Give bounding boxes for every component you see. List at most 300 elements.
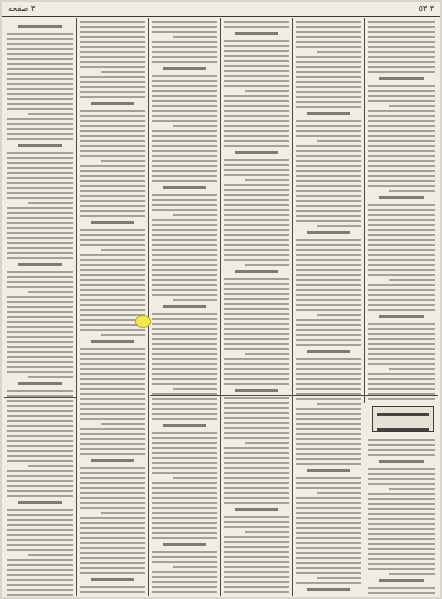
text-line: [152, 279, 217, 281]
text-line: [7, 123, 73, 125]
text-line: [80, 527, 145, 529]
text-line: [296, 537, 361, 539]
text-line: [368, 548, 435, 550]
text-line: [296, 274, 361, 276]
text-line: [152, 51, 217, 53]
text-line: [296, 239, 361, 241]
text-line: [296, 309, 361, 311]
text-line: [296, 284, 361, 286]
text-line: [368, 309, 435, 311]
text-line: [152, 373, 217, 375]
text-line: [7, 395, 73, 397]
text-line: [163, 186, 206, 189]
text-line: [7, 549, 73, 551]
text-line: [28, 554, 73, 556]
text-line: [296, 190, 361, 192]
text-line: [80, 234, 145, 236]
text-line: [296, 408, 361, 410]
text-line: [235, 32, 278, 35]
text-line: [7, 78, 73, 80]
text-line: [7, 485, 73, 487]
text-line: [80, 294, 145, 296]
text-line: [368, 383, 435, 385]
text-line: [80, 393, 145, 395]
text-line: [296, 160, 361, 162]
text-line: [224, 467, 289, 469]
text-line: [7, 53, 73, 55]
text-line: [80, 284, 145, 286]
text-line: [317, 140, 361, 142]
text-line: [224, 383, 289, 385]
text-line: [152, 343, 217, 345]
text-line: [296, 195, 361, 197]
text-line: [80, 215, 145, 217]
text-line: [173, 477, 217, 479]
text-line: [296, 220, 361, 222]
newspaper-page: [2, 2, 440, 597]
text-line: [80, 547, 145, 549]
text-line: [368, 338, 435, 340]
text-line: [28, 376, 73, 378]
text-line: [80, 572, 145, 574]
text-line: [224, 422, 289, 424]
text-line: [224, 333, 289, 335]
text-line: [245, 179, 289, 181]
text-line: [80, 31, 145, 33]
text-line: [7, 539, 73, 541]
text-line: [224, 145, 289, 147]
text-line: [7, 247, 73, 249]
text-line: [101, 160, 145, 162]
text-line: [152, 145, 217, 147]
text-line: [80, 205, 145, 207]
text-line: [296, 299, 361, 301]
text-line: [28, 291, 73, 293]
text-line: [224, 363, 289, 365]
page-number-right: ٣ ٥٣: [418, 4, 434, 13]
text-line: [7, 33, 73, 35]
text-line: [7, 68, 73, 70]
text-line: [7, 138, 73, 140]
text-line: [224, 204, 289, 206]
text-line: [368, 483, 435, 485]
text-line: [152, 180, 217, 182]
text-line: [224, 298, 289, 300]
text-line: [152, 398, 217, 400]
text-line: [101, 334, 145, 336]
text-line: [152, 209, 217, 211]
text-line: [224, 338, 289, 340]
text-line: [224, 328, 289, 330]
text-line: [80, 185, 145, 187]
text-line: [389, 368, 435, 370]
text-line: [152, 497, 217, 499]
text-line: [18, 263, 62, 266]
text-line: [7, 584, 73, 586]
text-line: [296, 527, 361, 529]
text-line: [18, 382, 62, 385]
text-line: [224, 447, 289, 449]
text-line: [7, 162, 73, 164]
text-line: [80, 36, 145, 38]
text-line: [368, 358, 435, 360]
text-line: [317, 577, 361, 579]
text-line: [7, 301, 73, 303]
text-line: [152, 318, 217, 320]
text-line: [80, 61, 145, 63]
text-line: [7, 514, 73, 516]
text-line: [296, 215, 361, 217]
text-line: [152, 467, 217, 469]
text-line: [152, 56, 217, 58]
text-line: [317, 403, 361, 405]
text-line: [7, 361, 73, 363]
text-line: [296, 557, 361, 559]
text-line: [152, 85, 217, 87]
text-line: [296, 358, 361, 360]
text-line: [152, 442, 217, 444]
text-line: [296, 210, 361, 212]
text-line: [152, 75, 217, 77]
text-line: [152, 274, 217, 276]
text-line: [368, 56, 435, 58]
column-lines: [149, 21, 220, 596]
text-line: [152, 239, 217, 241]
text-line: [368, 209, 435, 211]
text-line: [80, 388, 145, 390]
text-line: [152, 472, 217, 474]
text-line: [80, 150, 145, 152]
text-line: [368, 120, 435, 122]
text-line: [368, 100, 435, 102]
text-line: [152, 457, 217, 459]
text-line: [152, 105, 217, 107]
text-line: [224, 581, 289, 583]
text-line: [152, 551, 217, 553]
text-line: [224, 561, 289, 563]
text-line: [7, 356, 73, 358]
text-line: [368, 259, 435, 261]
text-line: [368, 333, 435, 335]
text-line: [80, 443, 145, 445]
text-line: [152, 204, 217, 206]
text-line: [368, 328, 435, 330]
text-line: [7, 172, 73, 174]
text-line: [296, 319, 361, 321]
text-line: [80, 492, 145, 494]
text-column-6: [365, 18, 438, 403]
text-line: [80, 453, 145, 455]
text-line: [296, 562, 361, 564]
text-line: [389, 105, 435, 107]
text-line: [296, 294, 361, 296]
column-lines: [77, 21, 148, 596]
text-line: [224, 120, 289, 122]
column-lines: [365, 439, 438, 594]
text-line: [7, 197, 73, 199]
text-line: [296, 165, 361, 167]
text-line: [368, 563, 435, 565]
text-line: [152, 328, 217, 330]
text-line: [152, 532, 217, 534]
text-line: [80, 165, 145, 167]
yellow-highlight-mark: [135, 315, 151, 328]
text-line: [7, 341, 73, 343]
text-line: [296, 542, 361, 544]
text-line: [368, 568, 435, 570]
text-line: [7, 58, 73, 60]
text-line: [7, 321, 73, 323]
text-line: [368, 214, 435, 216]
text-line: [80, 170, 145, 172]
text-column-4: [221, 18, 292, 596]
text-line: [7, 108, 73, 110]
page-header: [2, 2, 440, 17]
text-line: [224, 234, 289, 236]
text-line: [152, 21, 217, 23]
text-line: [173, 125, 217, 127]
text-line: [7, 410, 73, 412]
text-line: [368, 90, 435, 92]
text-line: [368, 160, 435, 162]
text-line: [80, 467, 145, 469]
text-line: [152, 338, 217, 340]
text-line: [7, 48, 73, 50]
text-line: [152, 115, 217, 117]
text-line: [368, 348, 435, 350]
text-line: [7, 38, 73, 40]
text-line: [7, 73, 73, 75]
text-line: [296, 96, 361, 98]
text-line: [296, 453, 361, 455]
text-line: [224, 214, 289, 216]
text-line: [245, 90, 289, 92]
text-line: [368, 66, 435, 68]
text-line: [368, 95, 435, 97]
text-line: [224, 546, 289, 548]
text-line: [296, 324, 361, 326]
text-line: [296, 76, 361, 78]
column-lines: [365, 21, 438, 403]
text-line: [7, 227, 73, 229]
text-line: [296, 582, 361, 584]
text-line: [224, 417, 289, 419]
text-line: [296, 477, 361, 479]
text-line: [368, 299, 435, 301]
text-line: [224, 348, 289, 350]
text-line: [224, 95, 289, 97]
text-line: [152, 571, 217, 573]
text-line: [224, 293, 289, 295]
text-line: [368, 140, 435, 142]
text-line: [7, 98, 73, 100]
text-line: [7, 351, 73, 353]
text-line: [368, 51, 435, 53]
text-line: [296, 458, 361, 460]
text-line: [152, 140, 217, 142]
text-line: [224, 432, 289, 434]
text-line: [152, 507, 217, 509]
text-line: [152, 175, 217, 177]
text-line: [152, 561, 217, 563]
text-line: [224, 244, 289, 246]
text-line: [296, 433, 361, 435]
text-line: [224, 199, 289, 201]
text-line: [152, 284, 217, 286]
text-line: [152, 368, 217, 370]
text-line: [368, 115, 435, 117]
text-line: [80, 403, 145, 405]
text-line: [307, 231, 350, 234]
text-line: [7, 331, 73, 333]
text-line: [224, 169, 289, 171]
text-line: [152, 194, 217, 196]
text-line: [224, 407, 289, 409]
text-line: [368, 284, 435, 286]
text-line: [7, 167, 73, 169]
text-line: [80, 135, 145, 137]
text-line: [368, 454, 435, 456]
text-line: [152, 249, 217, 251]
text-line: [152, 110, 217, 112]
text-line: [224, 576, 289, 578]
text-line: [296, 497, 361, 499]
text-line: [152, 452, 217, 454]
text-line: [224, 457, 289, 459]
text-line: [7, 564, 73, 566]
text-line: [368, 398, 435, 400]
column-lines: [221, 21, 292, 596]
text-line: [80, 428, 145, 430]
text-line: [80, 299, 145, 301]
text-line: [152, 259, 217, 261]
text-line: [224, 551, 289, 553]
text-line: [7, 445, 73, 447]
text-line: [296, 567, 361, 569]
text-line: [368, 558, 435, 560]
text-line: [224, 80, 289, 82]
text-line: [7, 187, 73, 189]
text-line: [152, 393, 217, 395]
text-line: [224, 140, 289, 142]
text-line: [152, 586, 217, 588]
text-line: [368, 388, 435, 390]
text-line: [307, 588, 350, 591]
text-line: [152, 378, 217, 380]
text-line: [152, 244, 217, 246]
text-line: [224, 70, 289, 72]
text-line: [7, 217, 73, 219]
text-line: [224, 21, 289, 23]
text-line: [224, 229, 289, 231]
text-line: [7, 182, 73, 184]
text-line: [7, 450, 73, 452]
text-line: [296, 512, 361, 514]
text-line: [224, 373, 289, 375]
text-line: [224, 566, 289, 568]
text-line: [7, 470, 73, 472]
text-line: [296, 373, 361, 375]
text-line: [7, 103, 73, 105]
text-line: [80, 229, 145, 231]
text-line: [368, 513, 435, 515]
page-number-left: ٣ صفحه: [8, 4, 36, 13]
text-line: [224, 303, 289, 305]
text-line: [368, 175, 435, 177]
text-line: [80, 269, 145, 271]
text-line: [7, 83, 73, 85]
text-line: [80, 497, 145, 499]
text-line: [224, 397, 289, 399]
text-line: [368, 125, 435, 127]
text-line: [80, 26, 145, 28]
text-line: [296, 428, 361, 430]
text-line: [296, 56, 361, 58]
text-line: [368, 503, 435, 505]
text-line: [7, 296, 73, 298]
text-column-5: [293, 18, 364, 596]
text-line: [368, 473, 435, 475]
text-line: [368, 135, 435, 137]
text-line: [368, 224, 435, 226]
text-line: [173, 299, 217, 301]
text-line: [224, 437, 289, 439]
text-line: [389, 573, 435, 575]
text-line: [7, 88, 73, 90]
text-line: [296, 175, 361, 177]
text-line: [296, 130, 361, 132]
text-line: [296, 269, 361, 271]
text-line: [368, 468, 435, 470]
text-line: [80, 309, 145, 311]
text-line: [152, 333, 217, 335]
text-line: [368, 393, 435, 395]
text-line: [80, 448, 145, 450]
text-line: [224, 115, 289, 117]
text-line: [80, 200, 145, 202]
text-line: [80, 567, 145, 569]
text-line: [7, 425, 73, 427]
text-line: [368, 31, 435, 33]
text-line: [80, 264, 145, 266]
text-line: [224, 254, 289, 256]
text-line: [235, 508, 278, 511]
text-line: [296, 249, 361, 251]
text-line: [368, 363, 435, 365]
text-line: [368, 229, 435, 231]
text-line: [368, 439, 435, 441]
text-line: [80, 86, 145, 88]
text-line: [7, 589, 73, 591]
text-line: [152, 432, 217, 434]
text-line: [152, 289, 217, 291]
text-line: [7, 544, 73, 546]
text-line: [152, 522, 217, 524]
text-line: [7, 192, 73, 194]
text-line: [307, 350, 350, 353]
text-line: [7, 252, 73, 254]
text-line: [296, 329, 361, 331]
text-line: [152, 576, 217, 578]
text-line: [224, 452, 289, 454]
text-line: [224, 586, 289, 588]
text-line: [296, 482, 361, 484]
text-line: [296, 155, 361, 157]
text-line: [296, 81, 361, 83]
text-line: [80, 353, 145, 355]
text-line: [7, 286, 73, 288]
text-line: [296, 393, 361, 395]
